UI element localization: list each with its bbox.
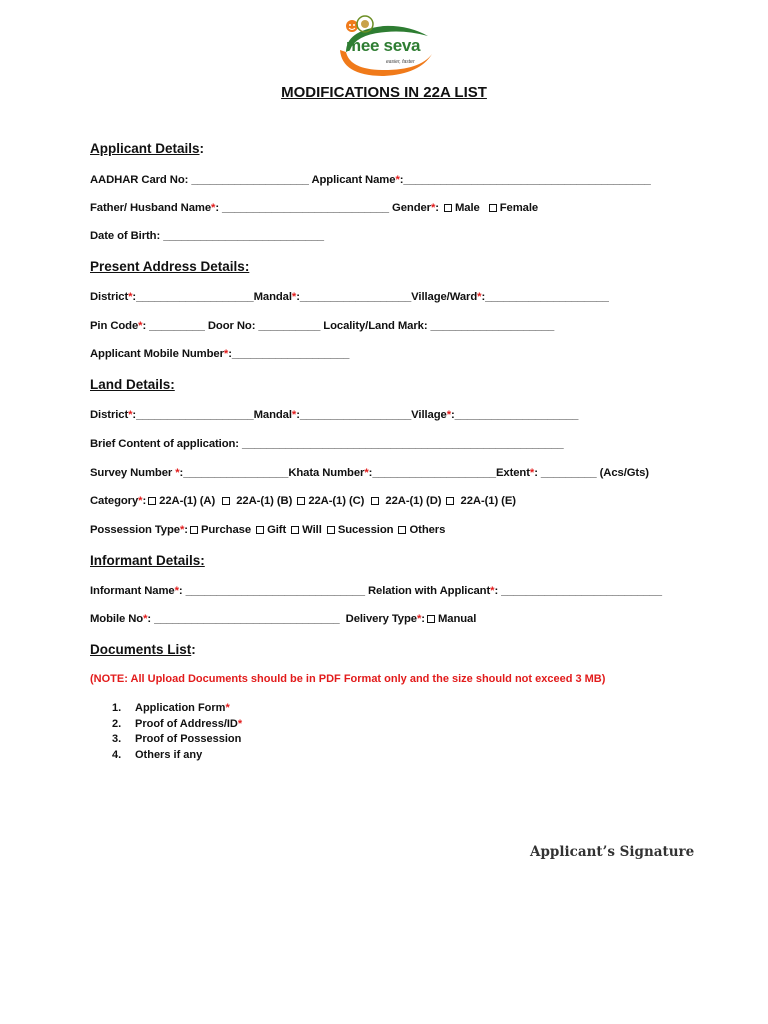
required-star: * <box>128 409 133 421</box>
mandal-label: Mandal <box>253 291 292 303</box>
extent-field[interactable]: _________ <box>540 467 597 479</box>
required-star: * <box>225 702 230 714</box>
required-star: * <box>477 291 482 303</box>
address-district-row: District*:___________________Mandal*:__________________Village/Ward*:____________________ <box>90 291 609 303</box>
gender-female-checkbox[interactable] <box>489 204 497 212</box>
applicant-mobile-field[interactable]: ___________________ <box>231 348 350 360</box>
dob-field[interactable]: __________________________ <box>163 230 324 242</box>
informant-name-label: Informant Name <box>90 585 175 597</box>
required-star: * <box>211 202 216 214</box>
land-village-label: Village <box>411 409 447 421</box>
category-b-label: 22A-(1) (B) <box>236 495 293 507</box>
logo-tagline: easier, faster <box>386 59 415 65</box>
mobile-row: Applicant Mobile Number*:___________________ <box>90 348 350 360</box>
informant-name-row: Informant Name*: _____________________________ Relation with Applicant*: __________________________ <box>90 585 662 597</box>
document-item-label: Proof of Address/ID <box>135 717 238 730</box>
category-a-label: 22A-(1) (A) <box>159 495 216 507</box>
list-item: 2. Proof of Address/ID* <box>112 717 243 730</box>
relation-label: Relation with Applicant <box>367 585 491 597</box>
possession-others-checkbox[interactable] <box>398 526 406 534</box>
list-item: 3. Proof of Possession <box>112 733 242 746</box>
possession-gift-label: Gift <box>267 524 287 536</box>
relation-field[interactable]: __________________________ <box>501 585 662 597</box>
applicant-details-heading: Applicant Details: <box>90 141 205 156</box>
possession-sucession-label: Sucession <box>337 524 394 536</box>
survey-row: Survey Number *:_________________Khata Number*:____________________Extent*: _________ (Acs/Gts) <box>90 467 649 479</box>
documents-note: (NOTE: All Upload Documents should be in PDF Format only and the size should not exceed 3 MB) <box>90 673 606 685</box>
aadhar-field[interactable]: ___________________ <box>191 174 309 186</box>
survey-number-field[interactable]: _________________ <box>183 467 289 479</box>
present-address-heading: Present Address Details: <box>90 259 250 274</box>
locality-label: Locality/Land Mark: <box>323 320 428 332</box>
required-star: * <box>138 320 143 332</box>
category-c-checkbox[interactable] <box>297 497 305 505</box>
gender-male-checkbox[interactable] <box>444 204 452 212</box>
category-a-checkbox[interactable] <box>148 497 156 505</box>
land-district-field[interactable]: ___________________ <box>136 409 254 421</box>
category-row: Category*: 22A-(1) (A) 22A-(1) (B) 22A-(1) (C) 22A-(1) (D) 22A-(1) (E) <box>90 495 516 507</box>
required-star: * <box>179 524 185 536</box>
gender-male-label: Male <box>454 202 480 214</box>
possession-row: Possession Type*: Purchase Gift Will Sucession Others <box>90 524 446 536</box>
brief-content-label: Brief Content of application: <box>90 438 239 450</box>
logo-text: mee seva <box>346 36 421 55</box>
possession-purchase-label: Purchase <box>200 524 252 536</box>
documents-list <box>112 702 242 765</box>
informant-mobile-label: Mobile No <box>90 613 144 625</box>
required-star: * <box>364 467 369 479</box>
informant-mobile-row: Mobile No*: ______________________________ Delivery Type*: Manual <box>90 613 477 625</box>
mandal-field[interactable]: __________________ <box>299 291 412 303</box>
pincode-field[interactable]: _________ <box>149 320 205 332</box>
required-star: * <box>174 585 179 597</box>
khata-number-field[interactable]: ____________________ <box>372 467 496 479</box>
category-label: Category <box>90 495 139 507</box>
village-ward-label: Village/Ward <box>411 291 478 303</box>
gender-label: Gender <box>392 202 431 214</box>
possession-will-label: Will <box>302 524 322 536</box>
possession-gift-checkbox[interactable] <box>256 526 264 534</box>
required-star: * <box>430 202 436 214</box>
category-e-label: 22A-(1) (E) <box>460 495 516 507</box>
required-star: * <box>223 348 229 360</box>
document-item-label: Others if any <box>135 749 203 762</box>
possession-others-label: Others <box>409 524 446 536</box>
gender-female-label: Female <box>499 202 539 214</box>
mee-seva-logo <box>332 14 442 84</box>
land-mandal-label: Mandal <box>253 409 292 421</box>
required-star: * <box>291 409 297 421</box>
required-star: * <box>529 467 535 479</box>
required-star: * <box>128 291 133 303</box>
delivery-type-label: Delivery Type <box>345 613 417 625</box>
possession-purchase-checkbox[interactable] <box>190 526 198 534</box>
dob-label: Date of Birth: <box>90 230 161 242</box>
list-item: 4. Others if any <box>112 749 203 762</box>
page-title <box>0 84 768 101</box>
applicant-name-field[interactable]: ________________________________________ <box>403 174 651 186</box>
required-star: * <box>446 409 451 421</box>
documents-heading: Documents List: <box>90 642 196 657</box>
aadhar-label: AADHAR Card No: <box>90 174 189 186</box>
category-b-checkbox[interactable] <box>222 497 230 505</box>
land-village-field[interactable]: ____________________ <box>454 409 579 421</box>
required-star: * <box>143 613 148 625</box>
doorno-label: Door No: <box>207 320 256 332</box>
required-star: * <box>490 585 495 597</box>
brief-content-row <box>90 438 564 450</box>
pincode-label: Pin Code <box>90 320 139 332</box>
list-item: 1. Application Form* <box>112 702 230 714</box>
required-star: * <box>138 495 143 507</box>
required-star: * <box>395 174 400 186</box>
land-details-heading: Land Details: <box>90 377 175 392</box>
document-item-label: Application Form <box>135 702 226 714</box>
extent-unit: (Acs/Gts) <box>599 467 649 479</box>
delivery-manual-label: Manual <box>437 613 477 625</box>
land-district-label: District <box>90 409 129 421</box>
required-star: * <box>237 717 243 730</box>
survey-number-label: Survey Number <box>90 467 173 479</box>
father-gender-row: Father/ Husband Name*: ___________________________ Gender*: Male Female <box>90 202 539 214</box>
possession-label: Possession Type <box>90 524 180 536</box>
father-name-field[interactable]: ___________________________ <box>222 202 389 214</box>
aadhar-row: AADHAR Card No: ___________________ Applicant Name*:________________________________________ <box>90 174 651 186</box>
village-ward-field[interactable]: ____________________ <box>485 291 609 303</box>
khata-number-label: Khata Number <box>288 467 365 479</box>
district-field[interactable]: ___________________ <box>136 291 254 303</box>
category-d-checkbox[interactable] <box>371 497 379 505</box>
applicant-signature: Applicant’s Signature <box>530 844 695 860</box>
required-star: * <box>416 613 422 625</box>
informant-mobile-field[interactable]: ______________________________ <box>154 613 340 625</box>
possession-sucession-checkbox[interactable] <box>327 526 335 534</box>
father-name-label: Father/ Husband Name <box>90 202 212 214</box>
extent-label: Extent <box>495 467 530 479</box>
locality-field[interactable]: ____________________ <box>430 320 555 332</box>
pincode-row: Pin Code*: _________ Door No: __________ Locality/Land Mark: ____________________ <box>90 320 555 332</box>
district-label: District <box>90 291 129 303</box>
informant-name-field[interactable]: _____________________________ <box>185 585 365 597</box>
title-text: MODIFICATIONS IN 22A LIST <box>281 84 487 101</box>
category-d-label: 22A-(1) (D) <box>385 495 442 507</box>
delivery-manual-checkbox[interactable] <box>427 615 435 623</box>
category-e-checkbox[interactable] <box>446 497 454 505</box>
applicant-mobile-label: Applicant Mobile Number <box>90 348 224 360</box>
brief-content-field[interactable]: ____________________________________________________ <box>242 438 564 450</box>
land-district-row: District*:___________________Mandal*:__________________Village*:____________________ <box>90 409 579 421</box>
required-star: * <box>291 291 297 303</box>
required-star: * <box>175 467 180 479</box>
dob-row <box>90 230 324 242</box>
category-c-label: 22A-(1) (C) <box>308 495 365 507</box>
possession-will-checkbox[interactable] <box>291 526 299 534</box>
land-mandal-field[interactable]: __________________ <box>299 409 412 421</box>
document-item-label: Proof of Possession <box>135 733 242 746</box>
applicant-name-label: Applicant Name <box>311 174 396 186</box>
doorno-field[interactable]: __________ <box>258 320 321 332</box>
informant-details-heading: Informant Details: <box>90 553 205 568</box>
